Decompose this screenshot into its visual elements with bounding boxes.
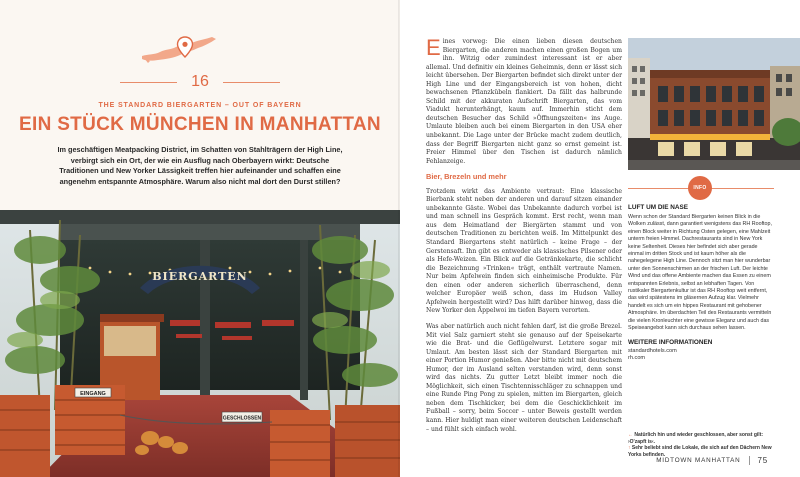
page-number: 75 bbox=[757, 456, 768, 465]
article-body bbox=[426, 35, 622, 441]
paragraph-intro bbox=[426, 35, 622, 166]
dropcap: E bbox=[426, 35, 441, 60]
photo-captions bbox=[628, 432, 778, 458]
eingang-sign-text: EINGANG bbox=[80, 391, 106, 397]
caption-top-text: Sehr beliebt sind die Lokale, die sich auf den Dächern New Yorks befinden. bbox=[628, 445, 772, 458]
subhead: Bier, Brezeln und mehr bbox=[426, 172, 507, 182]
paragraph-intro-text: ines vorweg: Die einen lieben diesen deutschen Biergarten, die anderen machen einen großen Bogen um ihn. Witzig oder zumindest interessant ist er aber allemal. Und definitiv ein kleines Geheimnis, denn er lässt sich leicht übersehen. Der Biergarten befindet sich direkt unter der High Line und der Eingangsbereich ist von hohen, dicht bewachsenen Pflanzkübeln flankiert. Da fällt das halbrunde Schild mit der akkuraten Aufschrift Biergarten, das vom Viadukt herunterhängt, kaum auf. Immerhin sticht dem deutschen Besucher das Schild »Öffnungszeiten« ins Auge. Umlaute bleiben auch bei einem Biergarten in den USA eher unbekannt. Die Lage unter der Brücke macht zudem deutlich, dass der Begriff Biergarten nicht ganz so ernst gemeint ist. Freier Himmel über den Tischen ist dadurch nämlich Fehlanzeige. bbox=[426, 38, 622, 165]
biergarten-photo bbox=[0, 210, 400, 477]
chapter-number-row bbox=[120, 72, 280, 92]
chapter-number: 16 bbox=[191, 73, 209, 90]
arch-sign-text: BIERGARTEN bbox=[152, 270, 248, 283]
geschlossen-sign-text: GESCHLOSSEN bbox=[222, 415, 262, 422]
arrow-left-icon: ← bbox=[628, 432, 633, 438]
lead-paragraph: Im geschäftigen Meatpacking District, im Schatten von Stahlträgern der High Line, verbirgt sich ein Ort, der wie ein Ausflug nach Oberbayern wirkt: Deutsche Traditionen und New Yorker Lässigkeit treffen hier aufeinander und schaffen eine angenehm entspannte Atmosphäre. Warum also nicht mal dort den Durst stillen? bbox=[57, 145, 343, 186]
paragraph-2: Trotzdem wirkt das Ambiente vertraut: Eine klassische Bierbank steht neben der anderen und darauf sitzen einander unbekannte Gäste. Wobei das Unbekannte dadurch vorbei ist und man schnell ins Gespräch kommt. Erst recht, wenn man aus dem Heimatland der Biergärten stammt und von deutschen Traditionen zu berichten weiß. Im Mittelpunkt des Standard Biergartens steht natürlich – keine Frage – der Gerstensaft. Ihn gibt es entweder als klassisches Pilsener oder als Hefe-Weizen. Ein Blick auf die Getränkekarte, die schlicht die Bezeichnung »Trinken« trägt, enthält vertraute Namen. Nur beim Apfelwein finden sich einheimische Produkte. Für den einen oder anderen sicherlich überraschend, denn welcher Europäer weiß schon, dass im Hudson Valley Apfelwein hergestellt wird? Das hilft darüber hinweg, dass die New Yorker den Äppelwoi im tiefen Bayern verorten. bbox=[426, 187, 622, 315]
rooftop-photo bbox=[628, 38, 800, 170]
divider bbox=[120, 82, 177, 83]
link-rh[interactable]: rh.com bbox=[628, 355, 646, 362]
caption-left-photo bbox=[628, 432, 778, 445]
kicker: THE STANDARD BIERGARTEN – OUT OF BAYERN bbox=[98, 102, 302, 109]
page-footer bbox=[656, 456, 768, 465]
paragraph-3: Was aber natürlich auch nicht fehlen darf, ist die große Brezel. Mit viel Salz garniert steht sie genauso auf der Speisekarte wie die Brat- und die Geflügelwurst. Letztere sogar mit Umlaut. Am besten lässt sich der Standard Biergarten mit einer Portion Humor genießen. Aber bitte nicht mit deutschem Humor, der im Ausland selten verstanden wird, denn sonst wird das nichts. Zu gutter Letzt bleibt immer noch die Möglichkeit, sich einen Tischtennisschläger zu schnappen und eine Runde Ping Pong zu spielen, mitten im Biergarten, gleich neben dem Tischkicker, bei dem die Geschicklichkeit im Fußball – sorry, beim Soccer – unter Beweis gestellt werden kann. Hier huldigt man einer weiteren deutschen Leidenschaft – und fühlt sich einfach wohl. bbox=[426, 322, 622, 433]
link-standardhotels[interactable]: standardhotels.com bbox=[628, 347, 677, 354]
location-pin-icon bbox=[176, 36, 194, 58]
footer-divider bbox=[749, 456, 750, 465]
info-title: LUFT UM DIE NASE bbox=[628, 204, 688, 211]
headline: EIN STÜCK MÜNCHEN IN MANHATTAN bbox=[19, 114, 381, 135]
info-text: Wenn schon der Standard Biergarten keinen Blick in die Wolken zulässt, dann garantiert wenigstens das RH Rooftop, einen Block weiter in Richtung Osten gelegen, eine Mahlzeit unterm freien Himmel. Dachrestaurants sind in New York keine Seltenheit. Dieses hier befindet sich aber gerade einmal im dritten Stock und ist kaum höher als die nahegelegene High Line. Dennoch sitzt man hier wunderbar unter den Sonnenschirmen an der frischen Luft. Der leichte Wind und das offene Ambiente machen das Essen zu einem entspannten Erlebnis, selbst an lebhaften Tagen. Von rustikaler Biergartenkultur ist das RH Rooftop weit entfernt, das wird spätestens im gläsernen Aufzug klar. Vielmehr handelt es sich um ein hippes Restaurant mit gehobener Atmosphäre. Im überdachten Teil des Restaurants vermitteln die vielen Kronleuchter eine gewisse Eleganz und auch das Speiseangebot kann sich durchaus sehen lassen. bbox=[628, 214, 772, 332]
divider bbox=[223, 82, 280, 83]
info-content bbox=[628, 204, 774, 363]
arrow-up-icon: ↑ bbox=[628, 445, 631, 452]
more-info-title: WEITERE INFORMATIONEN bbox=[628, 338, 713, 346]
info-badge: INFO bbox=[688, 176, 712, 200]
footer-section: MIDTOWN MANHATTAN bbox=[656, 457, 741, 464]
caption-left-text: Natürlich hin und wieder geschlossen, aber sonst gilt: ›O'zapft is‹. bbox=[628, 432, 764, 445]
